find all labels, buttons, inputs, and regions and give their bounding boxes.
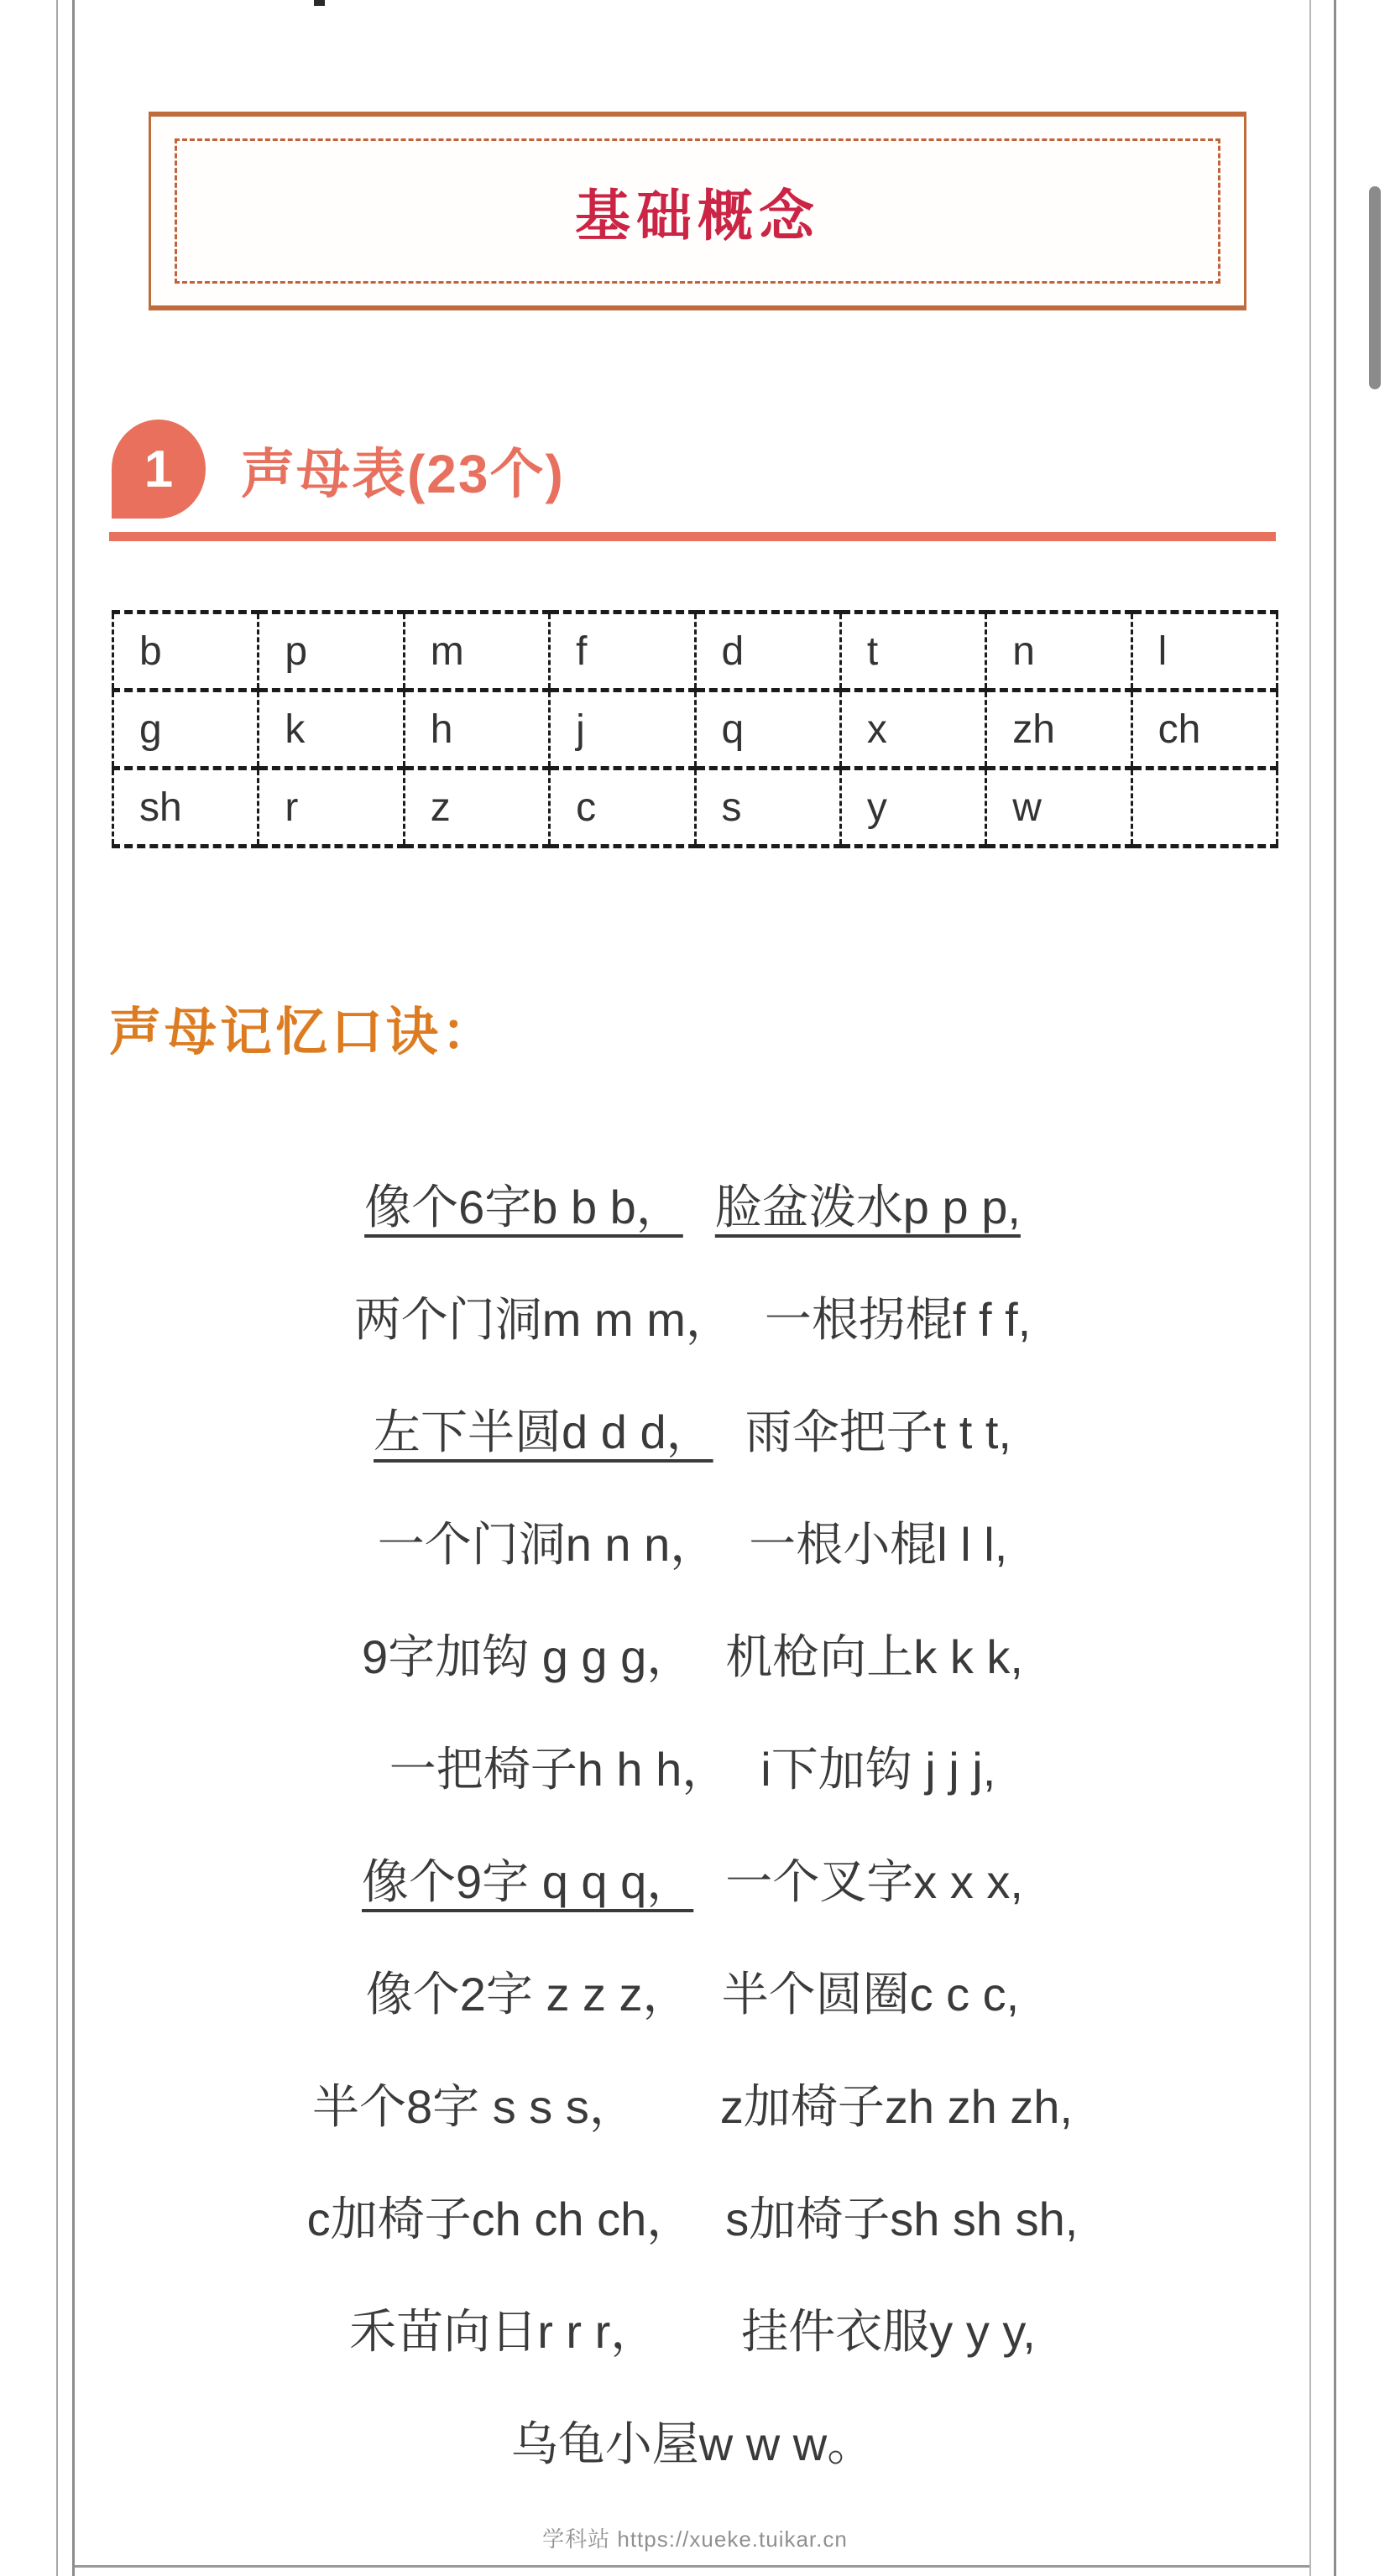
page-border-left-inner (72, 0, 75, 2576)
poem-segment: 一根拐棍f f f, (764, 1293, 1032, 1346)
page-border-right-inner (1309, 0, 1311, 2576)
poem-segment: z加椅子zh zh zh, (719, 2080, 1073, 2133)
poem-segment: 一根小棍l l l, (749, 1518, 1008, 1571)
poem-segment: 乌龟小屋w w w。 (510, 2417, 875, 2470)
poem-segment: 挂件衣服y y y, (741, 2305, 1036, 2358)
initial-cell: w (986, 769, 1131, 847)
poem-segment: 左下半圆d d d， (374, 1405, 713, 1458)
initial-cell: m (404, 613, 549, 691)
table-row (113, 769, 1278, 847)
initial-cell: l (1131, 613, 1277, 691)
initial-cell: q (695, 691, 840, 769)
poem-line (109, 1822, 1276, 1935)
initial-cell: g (113, 691, 259, 769)
poem-line (109, 2160, 1276, 2272)
poem-line (109, 2047, 1276, 2160)
initial-cell: j (550, 691, 695, 769)
initial-cell: p (259, 613, 404, 691)
page-title: 基础概念 (575, 185, 820, 247)
initial-cell: x (840, 691, 985, 769)
section-underline (109, 532, 1276, 541)
watermark: 学科站 https://xueke.tuikar.cn (542, 2526, 848, 2552)
poem-segment: 雨伞把子t t t, (745, 1405, 1011, 1458)
table-row (113, 691, 1278, 769)
poem-line (109, 1485, 1276, 1598)
poem-line (109, 1148, 1276, 1260)
initial-cell: c (550, 769, 695, 847)
initial-cell: f (550, 613, 695, 691)
page-border-left-outer (56, 0, 58, 2576)
page-border-bottom (75, 2565, 1309, 2568)
initial-cell: r (259, 769, 404, 847)
poem-segment: 脸盆泼水p p p, (714, 1181, 1021, 1233)
poem-line (109, 1935, 1276, 2047)
initial-cell: z (404, 769, 549, 847)
mnemonic-poem (109, 1148, 1276, 2497)
poem-segment: 像个6字b b b， (364, 1181, 683, 1233)
initial-cell: ch (1131, 691, 1277, 769)
scrollbar-thumb[interactable] (1369, 186, 1381, 389)
section-number-badge: 1 (112, 420, 206, 519)
poem-segment: 两个门洞m m m， (353, 1293, 733, 1346)
section-title: 声母表(23个) (241, 444, 565, 504)
poem-segment: i下加钩 j j j, (760, 1743, 996, 1796)
initials-table (112, 610, 1278, 848)
mnemonic-heading: 声母记忆口诀： (109, 1004, 498, 1061)
poem-segment: 半个圆圈c c c, (721, 1968, 1020, 2021)
initial-cell: y (840, 769, 985, 847)
poem-line (109, 1373, 1276, 1485)
poem-line (109, 1260, 1276, 1373)
initial-cell: sh (113, 769, 259, 847)
initial-cell: d (695, 613, 840, 691)
initial-cell: s (695, 769, 840, 847)
poem-segment: 像个2字 z z z， (365, 1968, 690, 2021)
poem-line (109, 1710, 1276, 1822)
poem-segment: 机枪向上k k k, (725, 1630, 1023, 1683)
poem-segment: 一个叉字x x x, (725, 1855, 1023, 1908)
poem-segment: 9字加钩 g g g， (362, 1630, 694, 1683)
title-box (149, 112, 1246, 310)
initial-cell: t (840, 613, 985, 691)
poem-segment: s加椅子sh sh sh, (725, 2193, 1079, 2245)
poem-segment: 一把椅子h h h， (389, 1743, 729, 1796)
initial-cell: k (259, 691, 404, 769)
page-border-right-outer (1334, 0, 1336, 2576)
initial-cell: b (113, 613, 259, 691)
initial-cell (1131, 769, 1277, 847)
poem-line (109, 2385, 1276, 2497)
table-row (113, 613, 1278, 691)
initial-cell: n (986, 613, 1131, 691)
poem-segment: 半个8字 s s s， (312, 2080, 636, 2133)
poem-segment: 像个9字 q q q， (362, 1855, 694, 1908)
poem-line (109, 1598, 1276, 1710)
poem-line (109, 2272, 1276, 2385)
initial-cell: zh (986, 691, 1131, 769)
poem-segment: 一个门洞n n n， (377, 1518, 718, 1571)
poem-segment: c加椅子ch ch ch， (306, 2193, 694, 2245)
cropped-text-remnant (314, 0, 325, 6)
initial-cell: h (404, 691, 549, 769)
poem-segment: 禾苗向日r r r， (349, 2305, 658, 2358)
